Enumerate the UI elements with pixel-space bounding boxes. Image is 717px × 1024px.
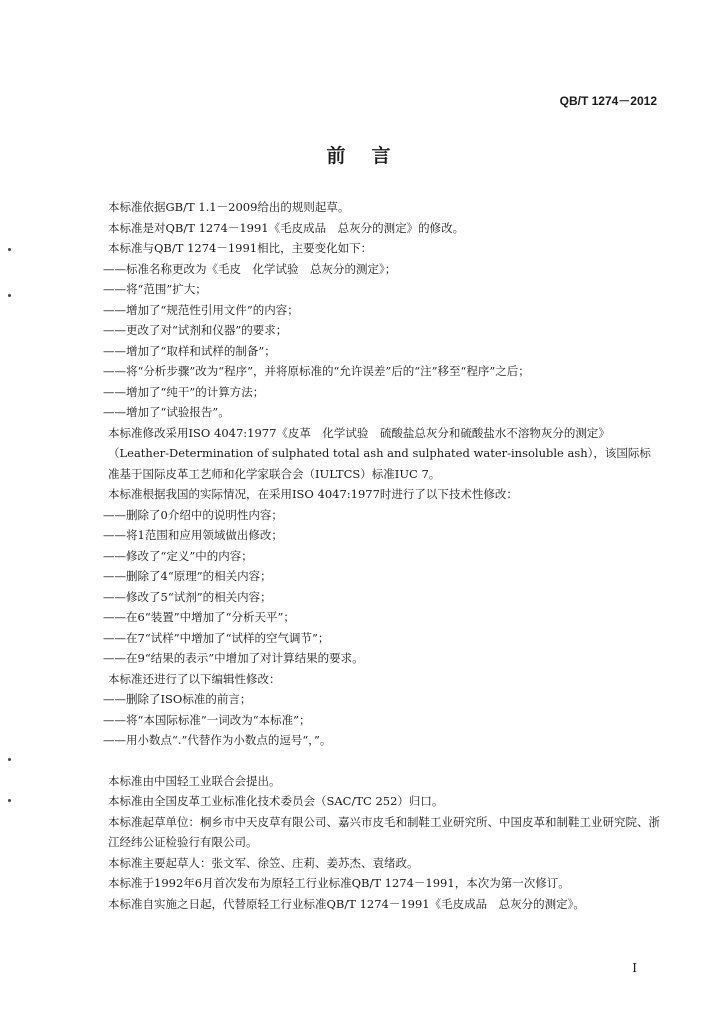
- scan-speck: [8, 758, 11, 761]
- page-title: 前言: [326, 145, 417, 167]
- paragraph: 本标准与QB/T 1274－1991相比，主要变化如下：: [108, 241, 373, 255]
- paragraph: ——将“范围”扩大；: [103, 282, 207, 296]
- paragraph: ——将“分析步骤”改为“程序”，并将原标准的“允许误差”后的“注”移至“程序”之后；: [103, 364, 530, 378]
- paragraph: ——在6“装置”中增加了“分析天平”；: [103, 610, 295, 624]
- scan-speck: [8, 294, 11, 297]
- paragraph: ——删除了0介绍中的说明性内容；: [103, 507, 283, 522]
- paragraph: ——删除了4“原理”的相关内容；: [103, 569, 272, 583]
- page-number: I: [632, 961, 637, 975]
- paragraph: ——增加了“试验报告”。: [103, 405, 230, 419]
- paragraph: 本标准自实施之日起，代替原轻工行业标准QB/T 1274－1991《毛皮成品 总灰分的测定》。: [108, 896, 585, 911]
- paragraph: 本标准还进行了以下编辑性修改：: [108, 671, 281, 686]
- paragraph: ——将1范围和应用领域做出修改；: [103, 528, 283, 542]
- paragraph: ——修改了“定义”中的内容；: [103, 548, 253, 563]
- paragraph: 本标准根据我国的实际情况，在采用ISO 4047:1977时进行了以下技术性修改：: [108, 487, 518, 501]
- standard-code: QB/T 1274－2012: [559, 94, 657, 108]
- paragraph: 本标准依据GB/T 1.1－2009给出的规则起草。: [108, 200, 350, 214]
- scan-speck: [8, 248, 11, 251]
- paragraph: ——增加了“取样和试样的制备”；: [103, 343, 276, 358]
- paragraph: 本标准由全国皮革工业标准化技术委员会（SAC/TC 252）归口。: [108, 794, 444, 808]
- paragraph: 本标准主要起草人：张文军、徐笠、庄莉、姜苏杰、袁绪政。: [108, 855, 419, 870]
- paragraph: 本标准起草单位：桐乡市中天皮草有限公司、嘉兴市皮毛和制鞋工业研究所、中国皮革和制鞋工业研究院、浙江经纬公证检验行有限公司。: [108, 814, 660, 849]
- scan-speck: [8, 799, 11, 802]
- paragraph: ——增加了“规范性引用文件”的内容；: [103, 302, 299, 317]
- paragraph: ——更改了对“试剂和仪器”的要求；: [103, 323, 288, 337]
- paragraph: ——用小数点“.”代替作为小数点的逗号“，”。: [103, 733, 332, 747]
- paragraph: ——删除了ISO标准的前言；: [103, 692, 252, 706]
- paragraph: ——修改了5“试剂”的相关内容；: [103, 589, 272, 604]
- paragraph: 本标准于1992年6月首次发布为原轻工行业标准QB/T 1274－1991，本次为第一次修订。: [108, 876, 570, 890]
- body-text: [82, 197, 662, 914]
- paragraph: 本标准由中国轻工业联合会提出。: [108, 773, 281, 788]
- paragraph: ——在9“结果的表示”中增加了对计算结果的要求。: [103, 651, 364, 665]
- paragraph: 本标准是对QB/T 1274－1991《毛皮成品 总灰分的测定》的修改。: [108, 220, 465, 235]
- paragraph: ——增加了“纯干”的计算方法；: [103, 384, 265, 399]
- paragraph: 本标准修改采用ISO 4047:1977《皮革 化学试验 硫酸盐总灰分和硫酸盐水不溶物灰分的测定》（Leather-Determination of sulphated total ash and sulphated water-insoluble ash），该国际标准基于国际皮革工艺师和化学家联合会（IULTCS）标准IUC 7。: [108, 425, 651, 481]
- paragraph-gap: [82, 751, 662, 771]
- paragraph: ——标准名称更改为《毛皮 化学试验 总灰分的测定》；: [103, 261, 397, 276]
- paragraph: ——在7“试样”中增加了“试样的空气调节”；: [103, 630, 330, 645]
- paragraph: ——将“本国际标准”一词改为“本标准”；: [103, 712, 311, 727]
